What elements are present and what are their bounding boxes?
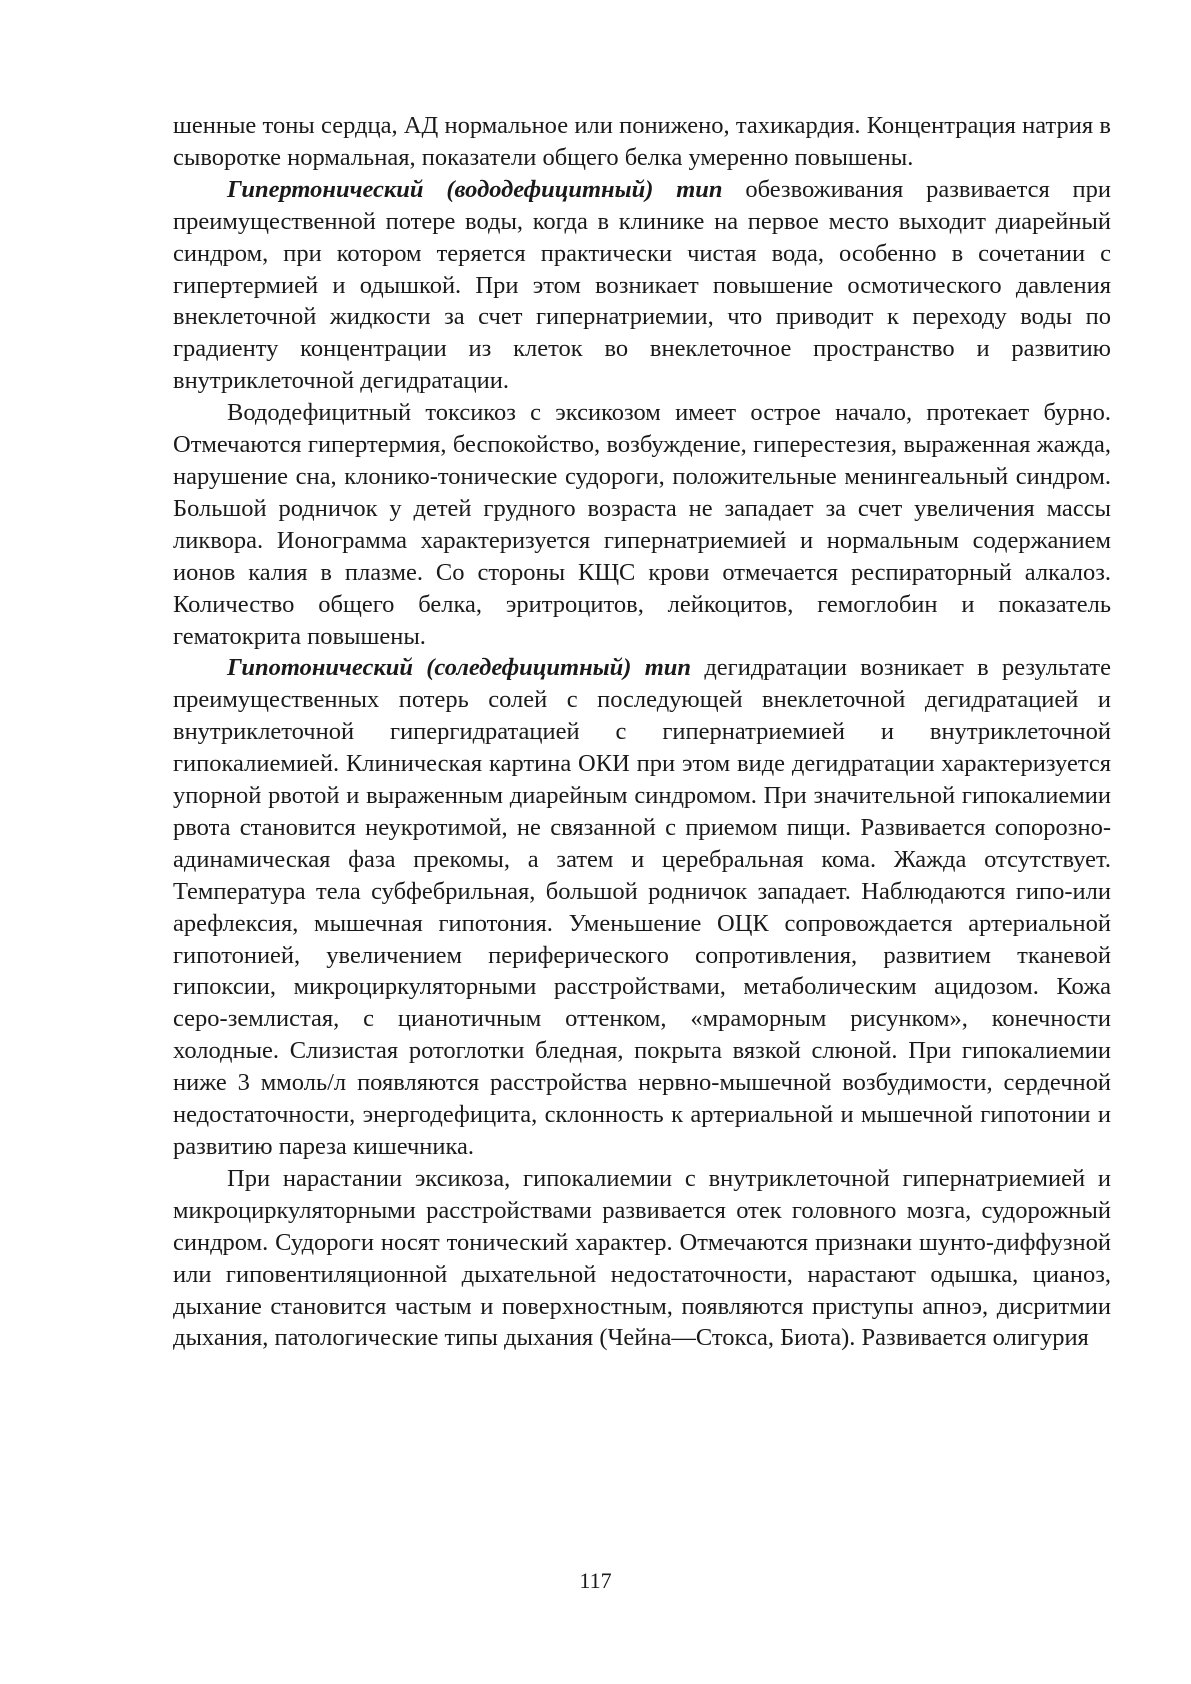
paragraph-exicosis-progression: При нарастании эксикоза, гипокалиемии с внутриклеточной гипернатриемией и микроциркуляторными расстройствами развивается отек головного мозга, судорожный синдром. Судороги носят тонический характер. Отмечаются признаки шунто-диффузной или гиповентиляционной дыхательной недостаточности, нарастают одышка, цианоз, дыхание становится частым и поверхностным, появляются приступы апноэ, дисритмии дыхания, патологические типы дыхания (Чейна—Стокса, Биота). Развивается олигурия xyxy=(173,1164,1111,1352)
term-hypertonic-type: Гипертонический (вододефицитный) тип xyxy=(227,175,723,203)
paragraph-text: обезвоживания развивается при преимущественной потере воды, когда в клинике на первое место выходит диарейный синдром, при котором теряется практически чистая вода, особенно в сочетании с гипертермией и одышкой. При этом возникает повышение осмотического давления внеклеточной жидкости за счет гипернатриемии, что приводит к переходу воды по градиенту концентрации из клеток во внеклеточное пространство и развитию внутриклеточной дегидратации. xyxy=(173,175,1111,395)
document-page xyxy=(173,110,1111,1560)
paragraph-hypertonic-type xyxy=(173,174,1111,397)
paragraph-water-deficit-toxicosis: Вододефицитный токсикоз с эксикозом имеет острое начало, протекает бурно. Отмечаются гипертермия, беспокойство, возбуждение, гиперестезия, выраженная жажда, нарушение сна, клонико-тонические судороги, положительные менингеальный синдром. Большой родничок у детей грудного возраста не западает за счет увеличения массы ликвора. Ионограмма характеризуется гипернатриемией и нормальным содержанием ионов калия в плазме. Со стороны КЩС крови отмечается респираторный алкалоз. Количество общего белка, эритроцитов, лейкоцитов, гемоглобин и показатель гематокрита повышены. xyxy=(173,399,1111,650)
page-number: 117 xyxy=(579,1568,612,1593)
term-hypotonic-type: Гипотонический (соледефицитный) тип xyxy=(227,654,692,682)
paragraph-continuation: шенные тоны сердца, АД нормальное или понижено, тахикардия. Концентрация натрия в сыворотке нормальная, показатели общего белка умеренно повышены. xyxy=(173,112,1111,171)
paragraph-hypotonic-type xyxy=(173,652,1111,1163)
paragraph-text: дегидратации возникает в результате преимущественных потерь солей с последующей внеклеточной дегидратацией и внутриклеточной гипергидратацией с гипернатриемией и внутриклеточной гипокалиемией. Клиническая картина ОКИ при этом виде дегидратации характеризуется упорной рвотой и выраженным диарейным синдромом. При значительной гипокалиемии рвота становится неукротимой, не связанной с приемом пищи. Развивается сопорозно-адинамическая фаза прекомы, а затем и церебральная кома. Жажда отсутствует. Температура тела субфебрильная, большой родничок западает. Наблюдаются гипо-или арефлексия, мышечная гипотония. Уменьшение ОЦК сопровождается артериальной гипотонией, увеличением периферического сопротивления, развитием тканевой гипоксии, микроциркуляторными расстройствами, метаболическим ацидозом. Кожа серо-землистая, с цианотичным оттенком, «мраморным рисунком», конечности холодные. Слизистая ротоглотки бледная, покрыта вязкой слюной. При гипокалиемии ниже 3 ммоль/л появляются расстройства нервно-мышечной возбудимости, сердечной недостаточности, энергодефицита, склонность к артериальной и мышечной гипотонии и развитию пареза кишечника. xyxy=(173,654,1111,1160)
